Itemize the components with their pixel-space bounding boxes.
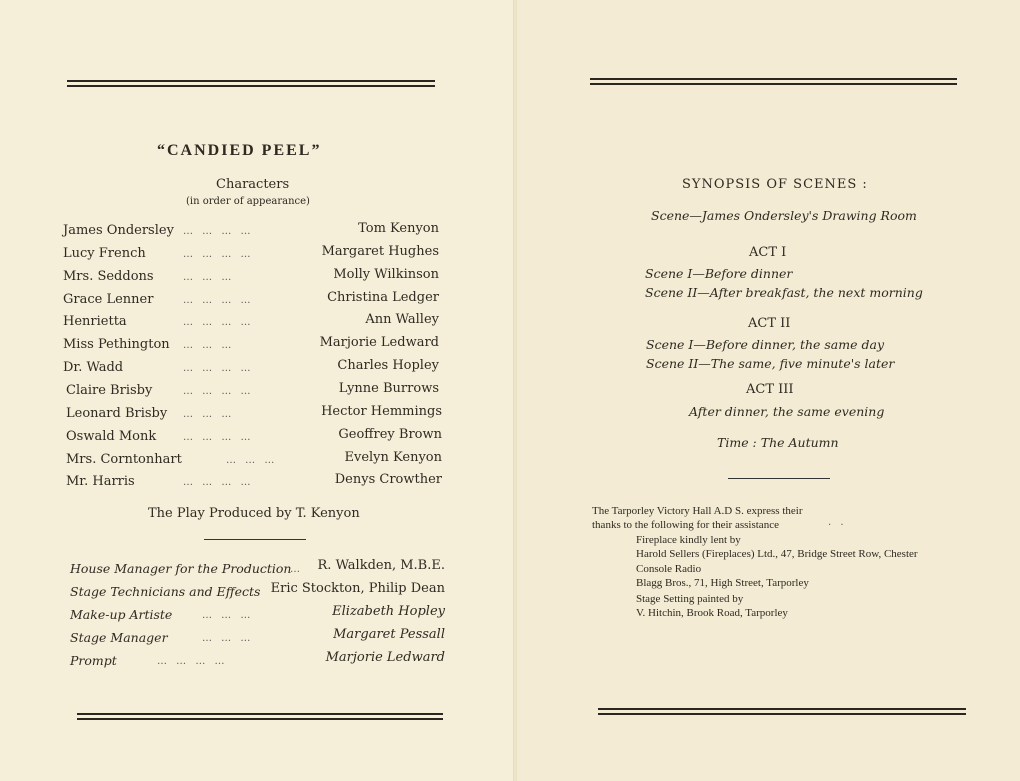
cast-role: Mr. Harris — [66, 474, 135, 489]
cast-role: Henrietta — [63, 314, 127, 329]
leader-dots: … … … — [226, 455, 278, 466]
act-2-scene-2: Scene II—The same, five minute's later — [646, 356, 895, 371]
cast-role: Lucy French — [63, 246, 146, 261]
leader-dots: . . — [828, 517, 847, 528]
setting-line: Scene—James Ondersley's Drawing Room — [651, 208, 917, 223]
time-line: Time : The Autumn — [717, 435, 839, 450]
leader-dots: … … … … — [157, 656, 228, 667]
cast-role: James Ondersley — [63, 223, 174, 238]
bottom-rule-right — [598, 708, 966, 715]
cast-role: Leonard Brisby — [66, 406, 168, 421]
cast-actor: Molly Wilkinson — [333, 267, 439, 282]
crew-name: Margaret Pessall — [333, 627, 445, 642]
crew-role: Stage Technicians and Effects — [70, 584, 261, 599]
cast-actor: Christina Ledger — [327, 290, 439, 305]
play-title: “CANDIED PEEL” — [157, 142, 322, 159]
cast-actor: Charles Hopley — [337, 358, 439, 373]
credit-line: Blagg Bros., 71, High Street, Tarporley — [636, 577, 809, 589]
cast-actor: Tom Kenyon — [358, 221, 439, 236]
top-rule-left — [67, 80, 435, 87]
synopsis-heading: SYNOPSIS OF SCENES : — [682, 177, 868, 192]
cast-role: Miss Pethington — [63, 337, 170, 352]
divider — [728, 478, 830, 479]
cast-actor: Margaret Hughes — [321, 244, 439, 259]
leader-dots: … … … … — [183, 249, 254, 260]
leader-dots: … … … — [183, 340, 235, 351]
bottom-rule-left — [77, 713, 443, 720]
crew-role: Make-up Artiste — [70, 607, 173, 622]
thanks-line-1: The Tarporley Victory Hall A.D S. express their — [592, 505, 803, 517]
cast-actor: Denys Crowther — [334, 472, 442, 487]
cast-role: Mrs. Seddons — [63, 269, 154, 284]
cast-actor: Marjorie Ledward — [319, 335, 439, 350]
leader-dots: … … … — [202, 610, 254, 621]
credit-line: Fireplace kindly lent by — [636, 534, 741, 546]
crew-name: Eric Stockton, Philip Dean — [270, 581, 445, 596]
divider — [204, 539, 306, 540]
producer-line: The Play Produced by T. Kenyon — [148, 506, 360, 521]
act-1-heading: ACT I — [749, 245, 787, 260]
leader-dots: … … … … — [183, 363, 254, 374]
act-1-scene-2: Scene II—After breakfast, the next morning — [645, 285, 923, 300]
cast-role: Dr. Wadd — [63, 360, 124, 375]
cast-actor: Geoffrey Brown — [338, 427, 442, 442]
act-3-scene: After dinner, the same evening — [689, 404, 885, 419]
act-2-scene-1: Scene I—Before dinner, the same day — [646, 337, 885, 352]
cast-actor: Lynne Burrows — [338, 381, 439, 396]
leader-dots: … … … … — [183, 226, 254, 237]
leader-dots: … … … — [183, 409, 235, 420]
credit-line: Console Radio — [636, 563, 702, 575]
credit-line: V. Hitchin, Brook Road, Tarporley — [636, 607, 788, 619]
crew-role: Prompt — [70, 653, 117, 668]
leader-dots: … … … … — [183, 295, 254, 306]
page-fold — [513, 0, 517, 781]
act-1-scene-1: Scene I—Before dinner — [645, 266, 793, 281]
cast-actor: Hector Hemmings — [321, 404, 442, 419]
crew-role: Stage Manager — [70, 630, 168, 645]
top-rule-right — [590, 78, 957, 85]
leader-dots: … … … — [183, 272, 235, 283]
act-3-heading: ACT III — [746, 382, 794, 397]
cast-actor: Ann Walley — [365, 312, 439, 327]
crew-name: Elizabeth Hopley — [332, 604, 445, 619]
act-2-heading: ACT II — [748, 316, 791, 331]
credit-line: Stage Setting painted by — [636, 593, 744, 605]
cast-role: Mrs. Corntonhart — [66, 452, 182, 467]
cast-actor: Evelyn Kenyon — [344, 450, 442, 465]
cast-role: Claire Brisby — [66, 383, 153, 398]
credit-line: Harold Sellers (Fireplaces) Ltd., 47, Bridge Street Row, Chester — [636, 548, 918, 560]
crew-name: R. Walkden, M.B.E. — [317, 558, 445, 573]
cast-role: Grace Lenner — [63, 292, 154, 307]
characters-heading: Characters — [216, 177, 290, 192]
cast-role: Oswald Monk — [66, 429, 157, 444]
appearance-note: (in order of appearance) — [186, 196, 310, 207]
leader-dots: … … … … — [183, 386, 254, 397]
leader-dots: … … … … — [183, 477, 254, 488]
crew-name: Marjorie Ledward — [325, 650, 445, 665]
leader-dots: … — [290, 564, 303, 575]
leader-dots: … … … … — [183, 432, 254, 443]
leader-dots: … … … — [202, 633, 254, 644]
crew-role: House Manager for the Production — [70, 561, 292, 576]
thanks-line-2: thanks to the following for their assistance — [592, 519, 779, 531]
leader-dots: … … … … — [183, 317, 254, 328]
